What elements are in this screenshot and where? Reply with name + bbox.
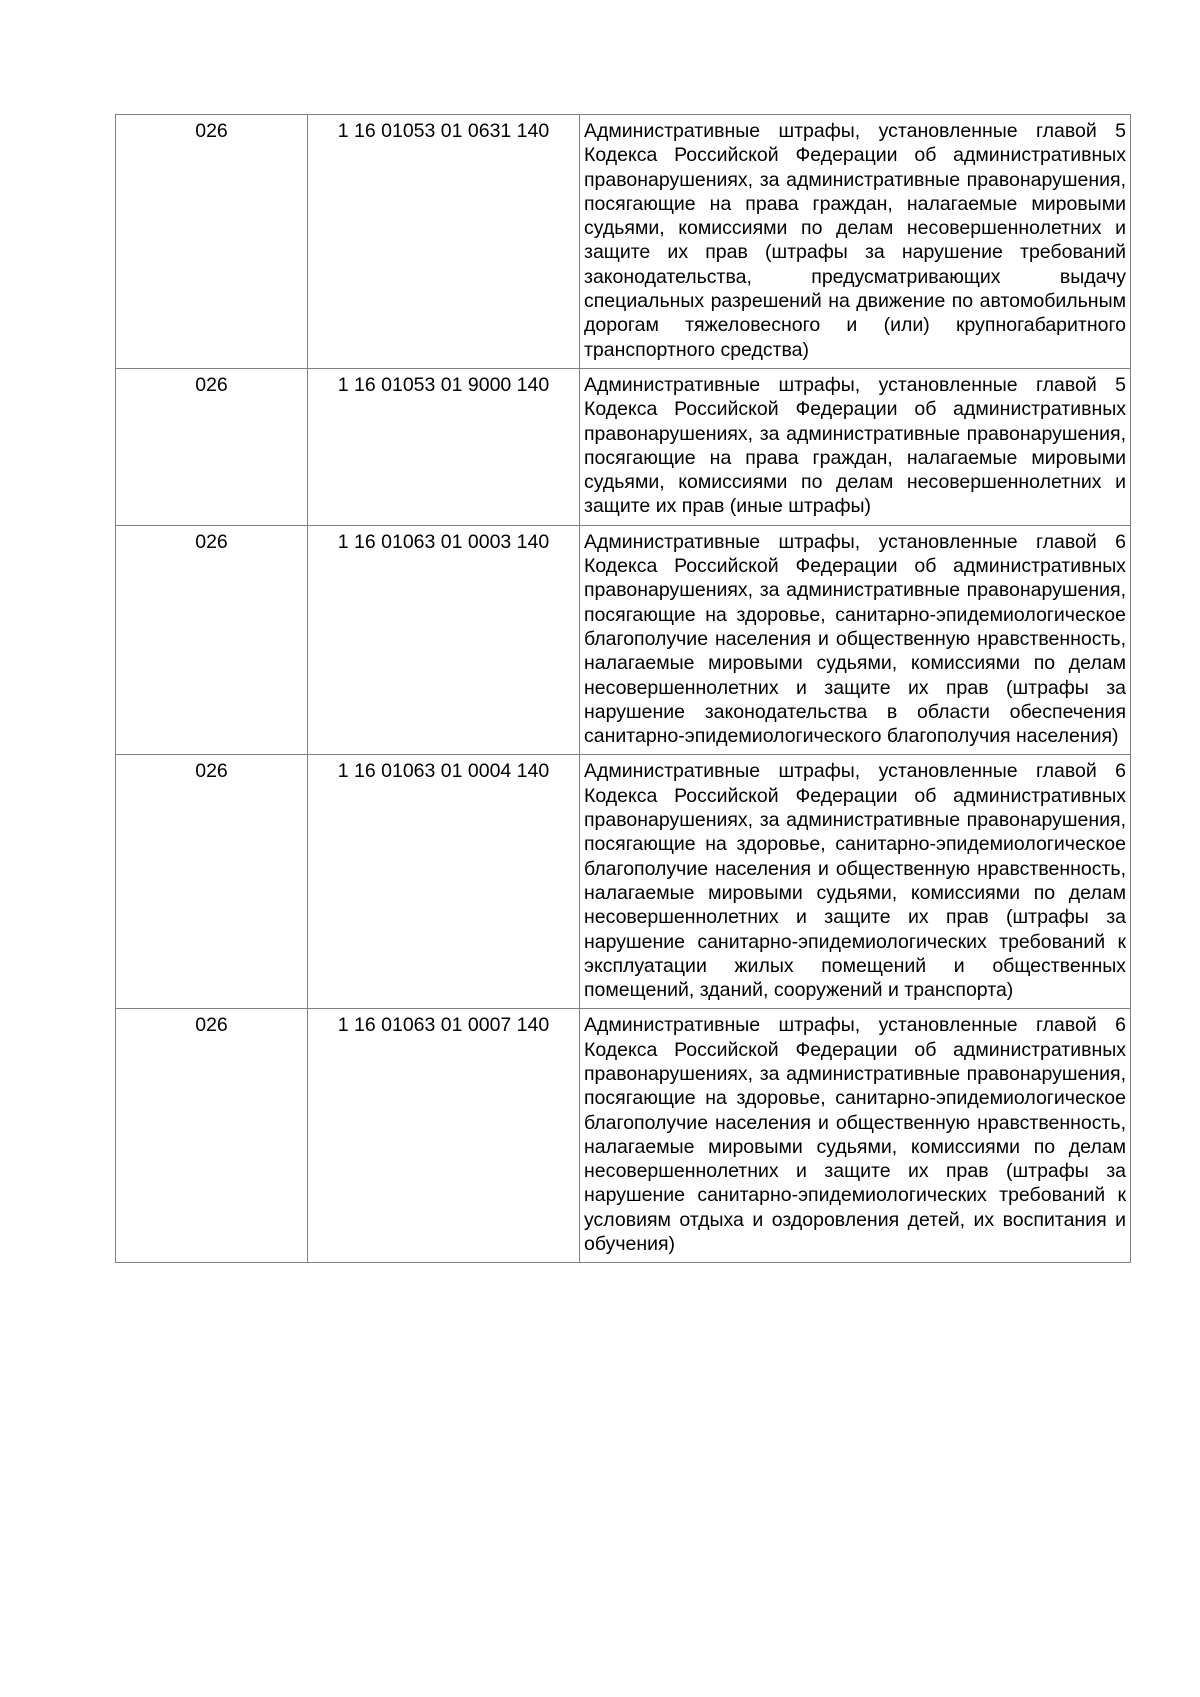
description-cell: Административные штрафы, установленные главой 5 Кодекса Российской Федерации об административных правонарушениях, за административные правонарушения, посягающие на права граждан, налагаемые мировыми судьями, комиссиями по делам несовершеннолетних и защите их прав (штрафы за нарушение требований законодательства, предусматривающих выдачу специальных разрешений на движение по автомобильным дорогам тяжеловесного и (или) крупногабаритного транспортного средства) <box>580 115 1131 369</box>
admin-code-cell: 026 <box>116 755 308 1009</box>
table-row <box>116 115 1131 369</box>
admin-code-cell: 026 <box>116 1009 308 1263</box>
admin-code-cell: 026 <box>116 115 308 369</box>
kbk-code-cell: 1 16 01063 01 0003 140 <box>308 525 580 755</box>
table-row <box>116 1009 1131 1263</box>
admin-code-cell: 026 <box>116 368 308 525</box>
admin-code-cell: 026 <box>116 525 308 755</box>
table-row <box>116 755 1131 1009</box>
description-cell: Административные штрафы, установленные главой 6 Кодекса Российской Федерации об административных правонарушениях, за административные правонарушения, посягающие на здоровье, санитарно-эпидемиологическое благополучие населения и общественную нравственность, налагаемые мировыми судьями, комиссиями по делам несовершеннолетних и защите их прав (штрафы за нарушение законодательства в области обеспечения санитарно-эпидемиологического благополучия населения) <box>580 525 1131 755</box>
kbk-code-cell: 1 16 01063 01 0007 140 <box>308 1009 580 1263</box>
description-cell: Административные штрафы, установленные главой 6 Кодекса Российской Федерации об административных правонарушениях, за административные правонарушения, посягающие на здоровье, санитарно-эпидемиологическое благополучие населения и общественную нравственность, налагаемые мировыми судьями, комиссиями по делам несовершеннолетних и защите их прав (штрафы за нарушение санитарно-эпидемиологических требований к эксплуатации жилых помещений и общественных помещений, зданий, сооружений и транспорта) <box>580 755 1131 1009</box>
budget-codes-table <box>115 114 1131 1263</box>
description-cell: Административные штрафы, установленные главой 5 Кодекса Российской Федерации об административных правонарушениях, за административные правонарушения, посягающие на права граждан, налагаемые мировыми судьями, комиссиями по делам несовершеннолетних и защите их прав (иные штрафы) <box>580 368 1131 525</box>
kbk-code-cell: 1 16 01063 01 0004 140 <box>308 755 580 1009</box>
table-row <box>116 368 1131 525</box>
table-row <box>116 525 1131 755</box>
description-cell: Административные штрафы, установленные главой 6 Кодекса Российской Федерации об административных правонарушениях, за административные правонарушения, посягающие на здоровье, санитарно-эпидемиологическое благополучие населения и общественную нравственность, налагаемые мировыми судьями, комиссиями по делам несовершеннолетних и защите их прав (штрафы за нарушение санитарно-эпидемиологических требований к условиям отдыха и оздоровления детей, их воспитания и обучения) <box>580 1009 1131 1263</box>
table-body <box>116 115 1131 1263</box>
kbk-code-cell: 1 16 01053 01 0631 140 <box>308 115 580 369</box>
kbk-code-cell: 1 16 01053 01 9000 140 <box>308 368 580 525</box>
